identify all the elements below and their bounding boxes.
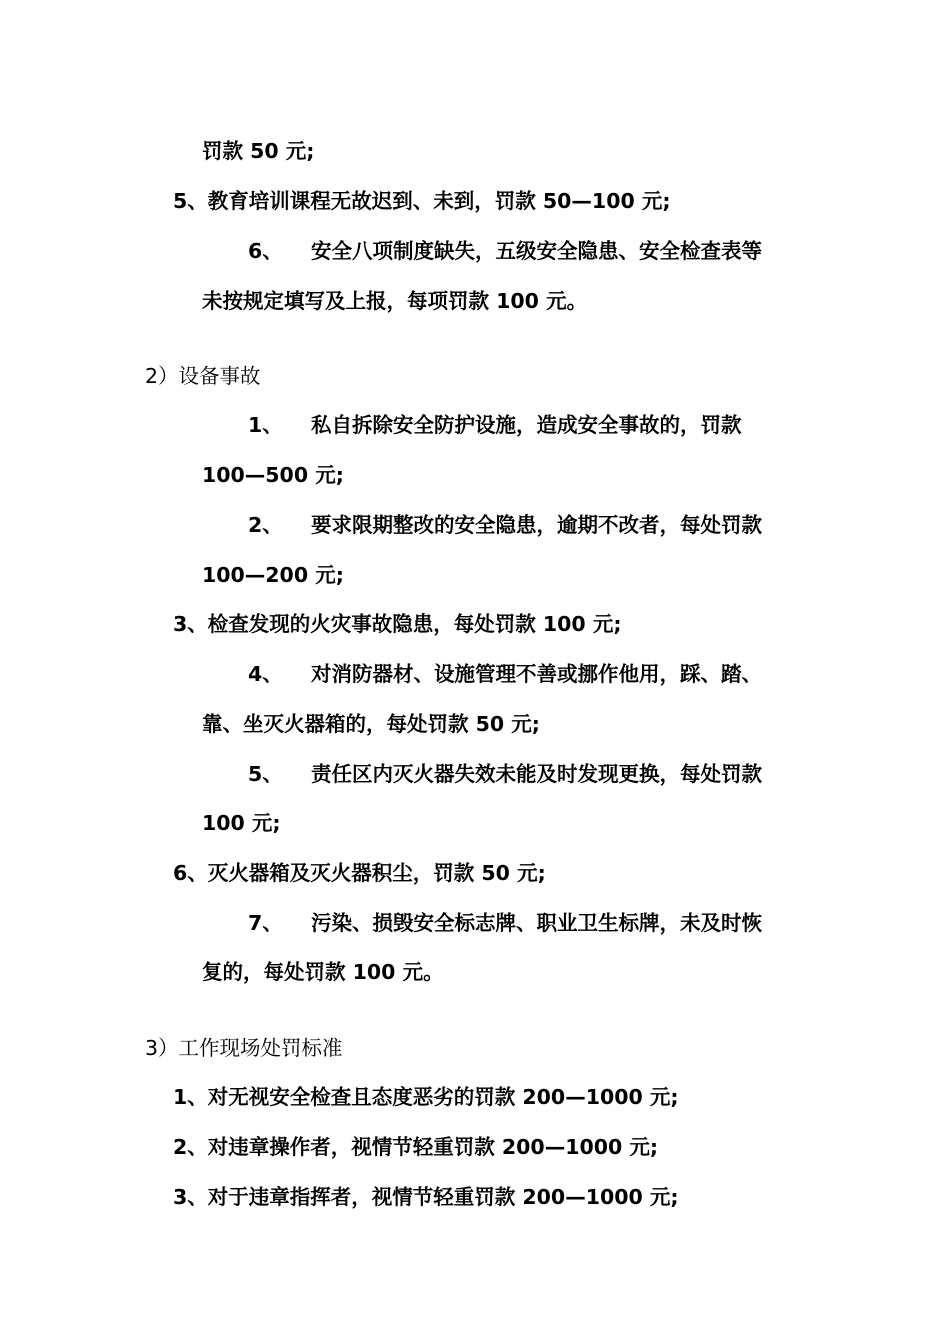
section-heading: 2）设备事故 [145,364,261,388]
list-item-continuation: 复的，每处罚款 100 元。 [202,960,444,984]
list-item: 3、检查发现的火灾事故隐患，每处罚款 100 元; [173,612,622,636]
list-item-text: 私自拆除安全防护设施，造成安全事故的，罚款 [311,413,742,437]
list-number: 1、 [248,413,283,437]
list-item-text: 污染、损毁安全标志牌、职业卫生标牌，未及时恢 [311,911,762,935]
list-item: 6、灭火器箱及灭火器积尘，罚款 50 元; [173,861,546,885]
list-item: 3、对于违章指挥者，视情节轻重罚款 200—1000 元; [173,1185,679,1209]
section-heading: 3）工作现场处罚标准 [145,1036,343,1060]
list-item-continuation: 100 元; [202,811,281,835]
list-item-text: 要求限期整改的安全隐患，逾期不改者，每处罚款 [311,513,762,537]
text-line: 罚款 50 元; [202,139,315,163]
list-item: 5、教育培训课程无故迟到、未到，罚款 50—100 元; [173,189,671,213]
list-item-continuation: 100—500 元; [202,463,344,487]
list-number: 6、 [248,239,283,263]
list-number: 4、 [248,662,283,686]
list-item-continuation: 未按规定填写及上报，每项罚款 100 元。 [202,289,588,313]
list-item-text: 对消防器材、设施管理不善或挪作他用，踩、踏、 [311,662,762,686]
list-number: 2、 [248,513,283,537]
list-item-continuation: 靠、坐灭火器箱的，每处罚款 50 元; [202,712,540,736]
list-item-text: 责任区内灭火器失效未能及时发现更换，每处罚款 [311,762,762,786]
list-number: 5、 [248,762,283,786]
list-number: 7、 [248,911,283,935]
list-item-text: 安全八项制度缺失，五级安全隐患、安全检查表等 [311,239,762,263]
list-item: 1、对无视安全检查且态度恶劣的罚款 200—1000 元; [173,1085,679,1109]
list-item-continuation: 100—200 元; [202,563,344,587]
list-item: 2、对违章操作者，视情节轻重罚款 200—1000 元; [173,1135,659,1159]
